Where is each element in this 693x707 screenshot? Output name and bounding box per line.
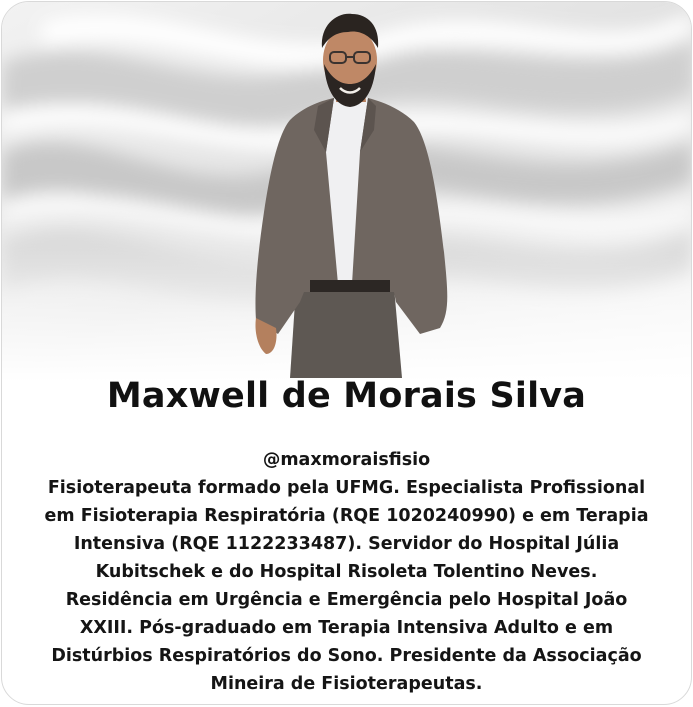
profile-card bbox=[1, 1, 692, 705]
profile-name: Maxwell de Morais Silva bbox=[106, 376, 587, 416]
profile-photo bbox=[234, 2, 464, 378]
profile-bio-block bbox=[40, 446, 653, 698]
profile-handle[interactable]: @maxmoraisfisio bbox=[262, 450, 431, 470]
profile-bio: Fisioterapeuta formado pela UFMG. Especialista Profissional em Fisioterapia Respiratória (RQE 1020240990) e em Terapia Intensiva (RQE 1122233487). Servidor do Hospital Júlia Kubitschek e do Hospital Risoleta Tolentino Neves. Residência em Urgência e Emergência pelo Hospital João XXIII. Pós-graduado em Terapia Intensiva Adulto e em Distúrbios Respiratórios do Sono. Presidente da Associação Mineira de Fisioterapeutas. bbox=[44, 478, 649, 694]
